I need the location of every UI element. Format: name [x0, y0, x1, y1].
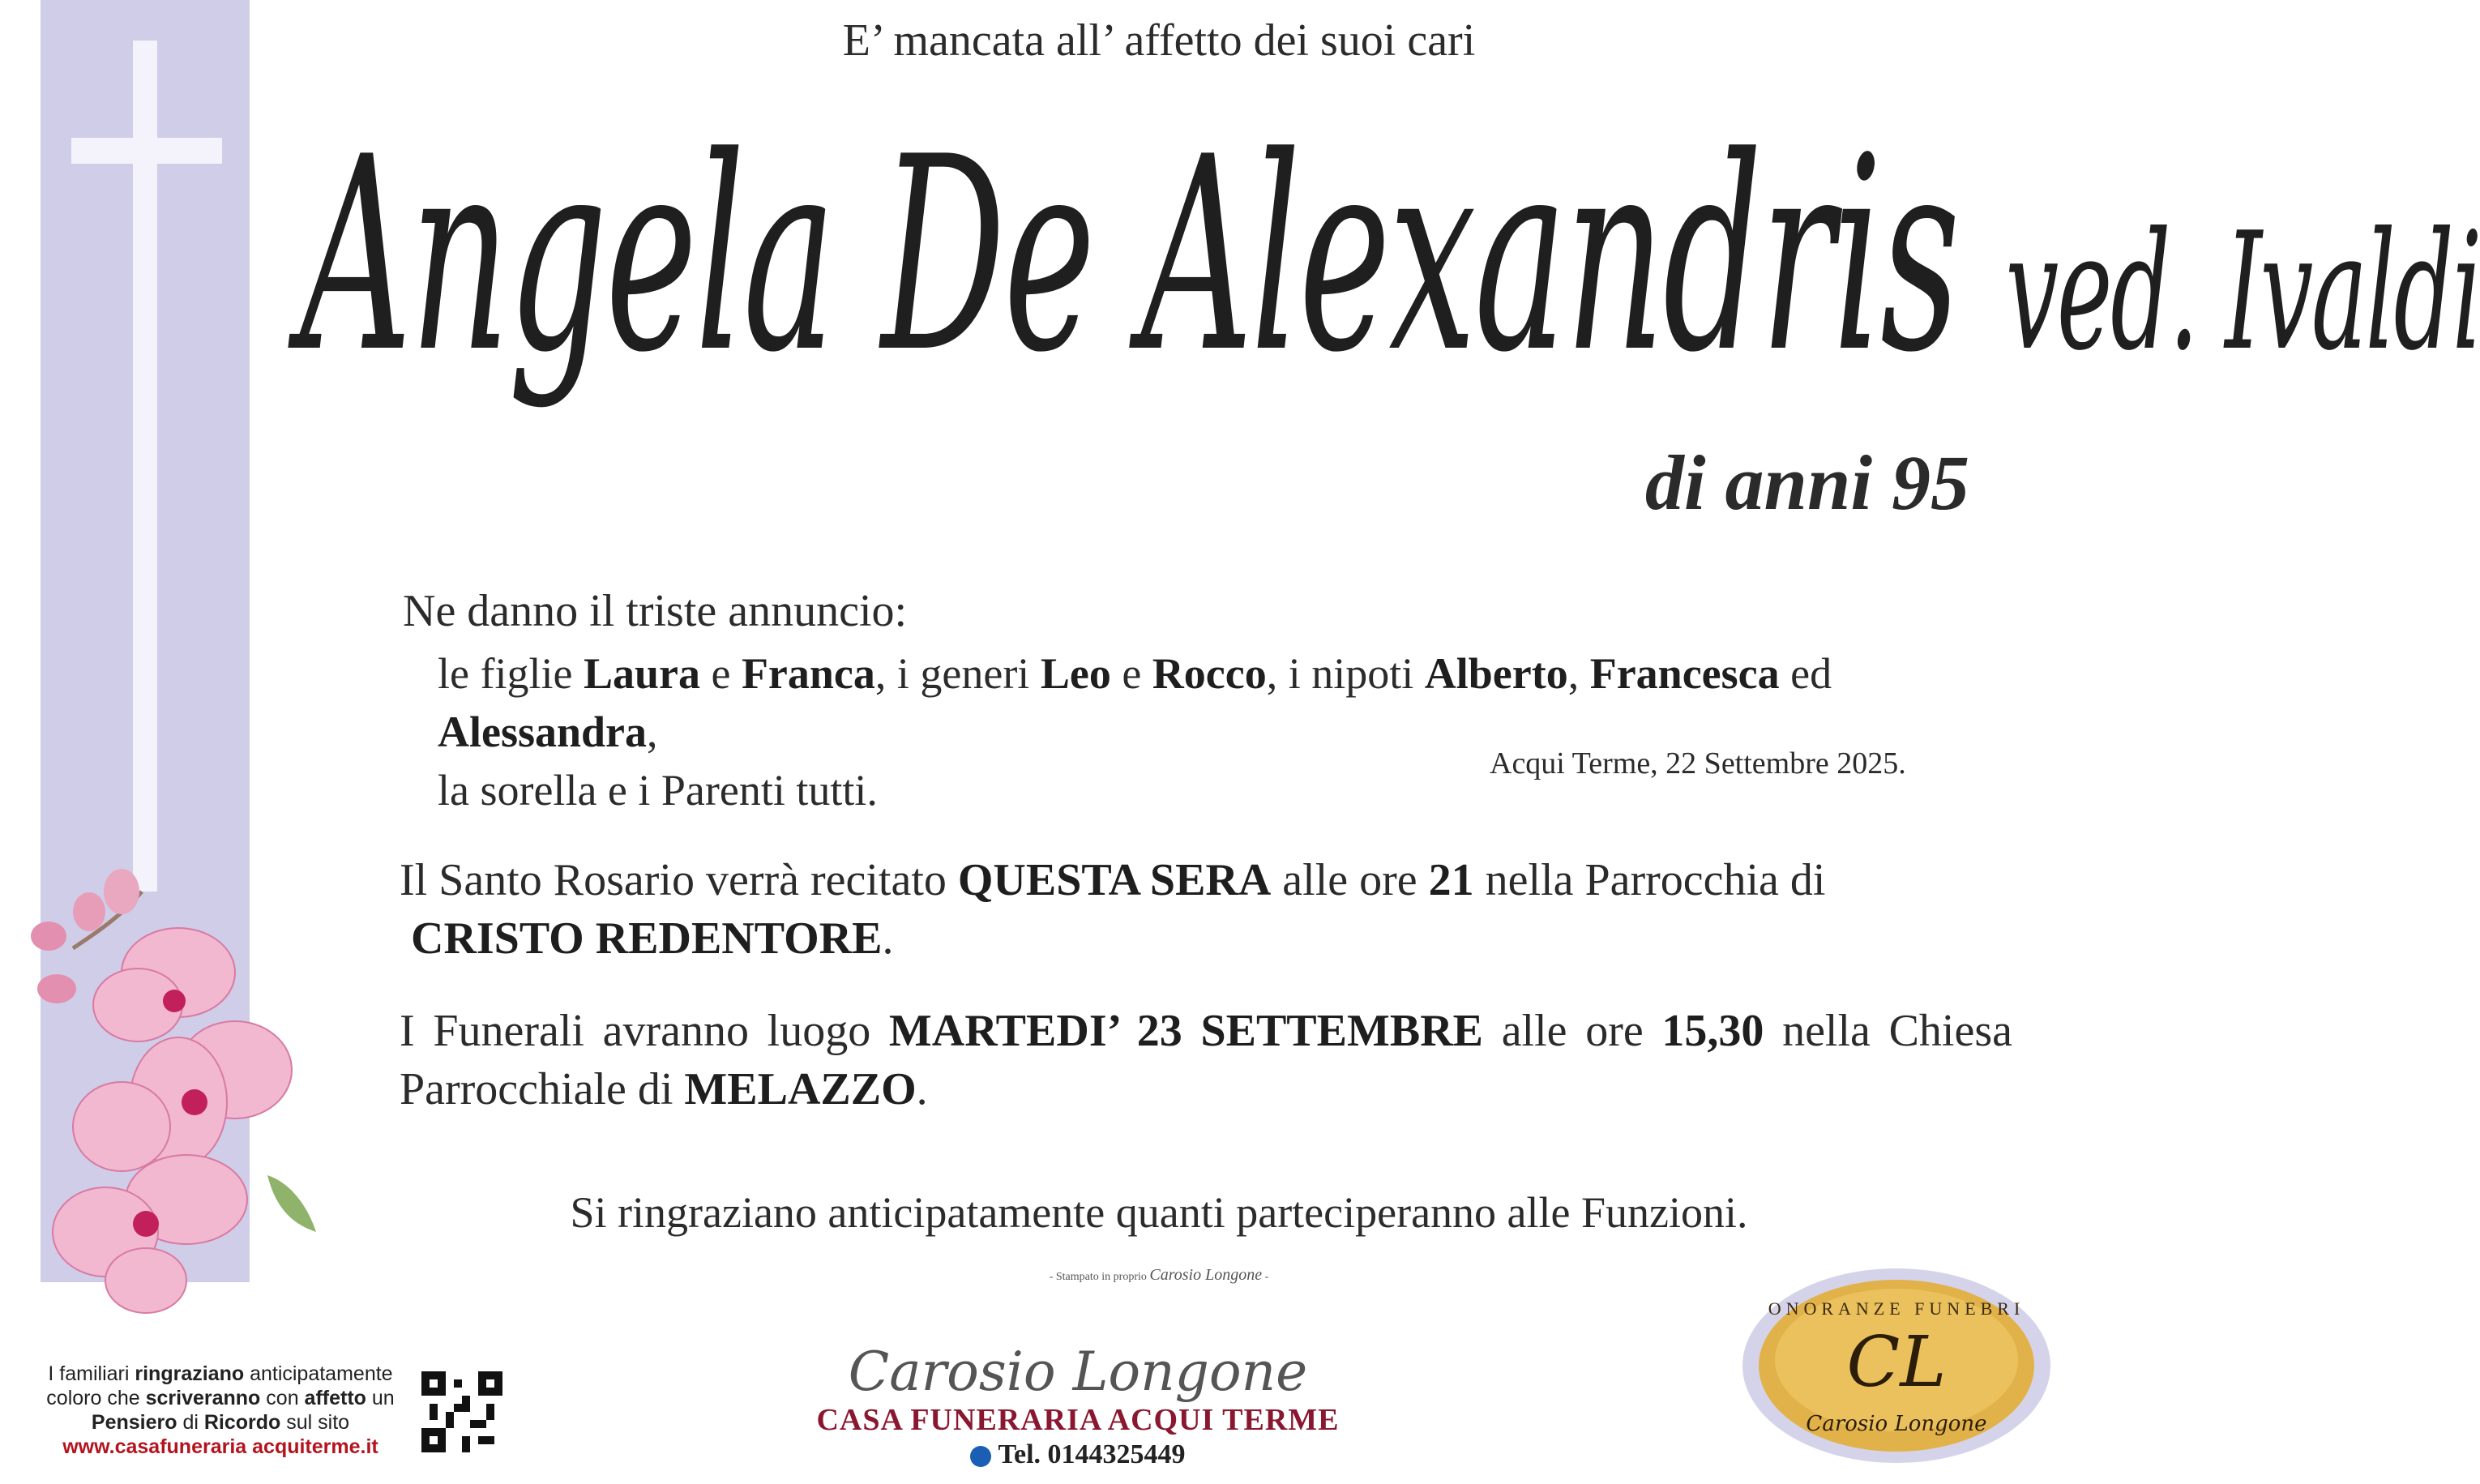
ann-text: , — [647, 708, 658, 756]
rosary-text: Il Santo Rosario verrà recitato — [400, 855, 958, 905]
place-date: Acqui Terme, 22 Settembre 2025. — [1490, 746, 1906, 780]
printed-brand: Carosio Longone — [1149, 1266, 1263, 1284]
ann-text: , i generi — [874, 649, 1041, 698]
funeral-text: I Funerali avranno luogo — [400, 1006, 889, 1056]
relative-name: Alberto — [1424, 649, 1568, 698]
relative-name: Rocco — [1152, 649, 1267, 698]
ann-text: ed — [1779, 649, 1832, 698]
age-text: di anni 95 — [1644, 439, 1969, 526]
footer-bold: ringraziano — [135, 1362, 245, 1385]
cross-bar — [71, 138, 222, 164]
website-link[interactable]: www.casafuneraria acquiterme.it — [62, 1435, 378, 1458]
relative-name: Alessandra — [438, 708, 648, 756]
thanks-text: Si ringraziano anticipatamente quanti parteciperanno alle Funzioni. — [570, 1188, 1748, 1237]
brand-subtitle: CASA FUNERARIA ACQUI TERME — [816, 1403, 1340, 1437]
footer-text: anticipatamente coloro che — [46, 1362, 393, 1409]
ann-text: le figlie — [438, 649, 584, 698]
cross-icon — [133, 41, 157, 892]
funeral-text: alle ore — [1483, 1006, 1662, 1056]
funeral-place: MELAZZO — [684, 1064, 917, 1114]
announcement-body — [438, 644, 2010, 819]
footer-bold: affetto — [304, 1387, 366, 1409]
phone-icon — [970, 1446, 991, 1467]
rosary-parish: CRISTO REDENTORE — [411, 913, 883, 964]
ann-text: e — [1110, 649, 1152, 698]
footer-text: un — [366, 1387, 395, 1409]
ann-text: e — [699, 649, 742, 698]
logo-top-text: ONORANZE FUNEBRI — [1768, 1298, 2025, 1319]
rosary-text: . — [882, 913, 894, 964]
relative-name: Francesca — [1589, 649, 1780, 698]
ann-text: , — [1567, 649, 1590, 698]
brand-name: Carosio Longone — [848, 1341, 1308, 1403]
logo-bottom-text: Carosio Longone — [1806, 1412, 1987, 1436]
deceased-name-text: Angela De Alexandris — [300, 100, 1959, 411]
announcement-lead: Ne danno il triste annuncio: — [403, 586, 908, 636]
funeral-paragraph — [400, 1002, 2012, 1118]
footer-text: con — [260, 1387, 305, 1409]
married-name: ved. Ivaldi — [2005, 198, 2480, 387]
phone-number[interactable]: Tel. 0144325449 — [998, 1439, 1186, 1469]
rosary-paragraph — [400, 851, 2012, 968]
footer-text: I familiari — [48, 1362, 135, 1385]
company-logo — [1738, 1264, 2055, 1467]
logo-monogram: CL — [1846, 1322, 1947, 1403]
relative-name: Leo — [1040, 649, 1111, 698]
funeral-hour: 15,30 — [1661, 1006, 1764, 1056]
relative-name: Laura — [583, 649, 700, 698]
footer-bold: Ricordo — [203, 1411, 281, 1434]
rosary-text: nella Parrocchia di — [1473, 855, 1826, 905]
printed-suffix: - — [1262, 1271, 1269, 1283]
funeral-text: . — [916, 1064, 928, 1114]
funeral-text: nella Chiesa Parrocchiale di — [400, 1006, 2012, 1114]
rosary-text: alle ore — [1271, 855, 1429, 905]
footer-text: sul sito — [280, 1411, 350, 1434]
deceased-name — [300, 100, 2480, 411]
ann-line2: la sorella e i Parenti tutti. — [438, 766, 878, 815]
orchid-icon — [0, 859, 340, 1313]
funeral-date: MARTEDI’ 23 SETTEMBRE — [888, 1006, 1484, 1056]
ann-text: , i nipoti — [1266, 649, 1425, 698]
rosary-hour: 21 — [1428, 855, 1474, 905]
intro-text: E’ mancata all’ affetto dei suoi cari — [842, 15, 1476, 66]
footer-text: di — [177, 1411, 204, 1434]
relative-name: Franca — [741, 649, 875, 698]
printed-prefix: - Stampato in proprio — [1049, 1271, 1150, 1283]
rosary-when: QUESTA SERA — [957, 855, 1272, 905]
footer-bold: Pensiero — [91, 1411, 177, 1434]
footer-bold: scriveranno — [145, 1387, 261, 1409]
